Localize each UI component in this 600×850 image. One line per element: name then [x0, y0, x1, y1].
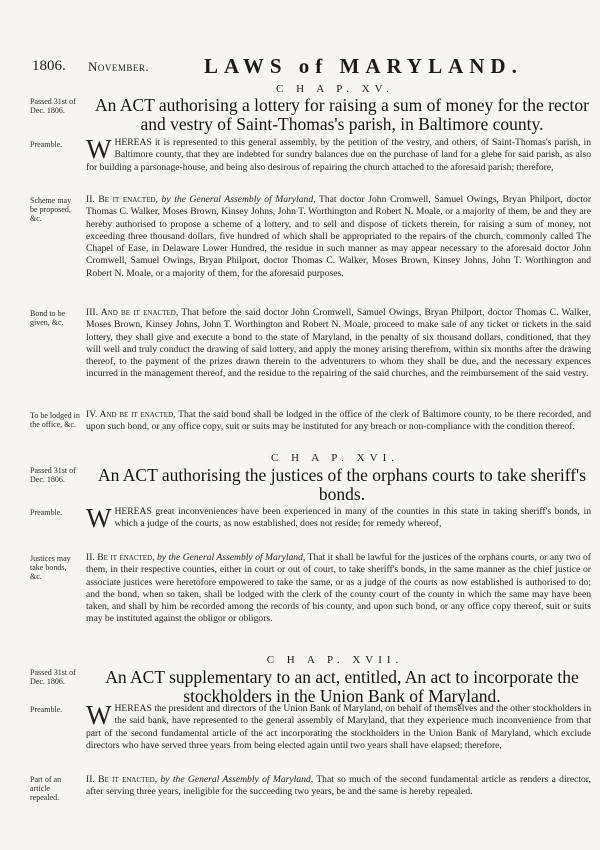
chapter-xv-section-iii-note: Bond to be given, &c. — [30, 309, 66, 327]
header-year: 1806. — [32, 58, 66, 74]
section-text: That doctor John Cromwell, Samuel Owings, Bryan Philport, doctor Thomas C. Walker, Moses Brown, Kinsey Johns, John T. Worthington and Robert N. Moale, or a majority of them, be and they are hereby authorised to propose a scheme of a lottery, and to sell and dispose of tickets therein, for raising a sum of money, not exceeding three thousand dollars, five hundred of which shall be appropriated to the repairs of the church, commonly called The Chapel of Ease, in Delaware Lower Hundred, the residue in such manner as may appear necessary to the aforesaid doctor John Cromwell, Samuel Owings, Bryan Philport, doctor Thomas C. Walker, Moses Brown, Kinsey Johns, John T. Worthington and Robert N. Moale, or a majority of them, for the aforesaid purposes. — [86, 194, 592, 279]
chapter-xv-preamble — [86, 134, 591, 174]
chapter-xv-section-iv-note: To be lodged in the office, &c. — [30, 411, 80, 429]
preamble-text: HEREAS great inconveniences have been experienced in many of the counties in this state in taking sheriff's bonds, in which a judge of the courts, as now established, does not reside; for remedy whereof, — [114, 506, 591, 530]
chapter-xvi-label: C H A P. XVI. — [271, 452, 399, 464]
header-month: November. — [88, 59, 150, 74]
section-enacting-clause: by the General Assembly of Maryland, — [161, 194, 316, 205]
chapter-xvii-section-ii-note: Part of an article repealed. — [30, 775, 62, 802]
chapter-xvii-label: C H A P. XVII. — [266, 654, 404, 666]
preamble-dropcap: W — [86, 134, 112, 164]
chapter-xvii-preamble-note: Preamble. — [30, 705, 63, 714]
preamble-text: HEREAS the president and directors of the Union Bank of Maryland, on behalf of themselves and the other stockholders in the said bank, have represented to the general assembly of Maryland, that they experience much inconvenience from that part of the second fundamental article of the act incorporating the stockholders in the Union Bank of Maryland, which exclude directors who have served three years from being elected again until two years shall have elapsed; therefore, — [86, 703, 591, 751]
section-lead: II. Be it enacted, — [86, 552, 155, 563]
section-enacting-clause: by the General Assembly of Maryland, — [157, 552, 306, 563]
chapter-xv-title: An ACT authorising a lottery for raising a sum of money for the rector and vestry of Saint-Thomas's parish, in Baltimore county. — [95, 95, 589, 134]
chapter-xvii-title: An ACT supplementary to an act, entitled, An act to incorporate the stockholders in the Union Bank of Maryland. — [105, 667, 579, 706]
chapter-xvii-section-ii — [86, 774, 591, 799]
preamble-text: HEREAS it is represented to this general assembly, by the petition of the vestry, and others, of Saint-Thomas's parish, in Baltimore county, that they are indebted for sundry balances due on the purchase of land for a glebe for said parish, as also for building a parsonage-house, and being also desirous of repairing the church attached to the aforesaid parish; therefore, — [86, 137, 591, 173]
chapter-xv-passed-note: Passed 31st of Dec. 1806. — [30, 97, 76, 115]
chapter-xvii-passed-note: Passed 31st of Dec. 1806. — [30, 668, 76, 686]
preamble-dropcap: W — [86, 503, 112, 533]
chapter-xv-preamble-note: Preamble. — [30, 140, 63, 149]
section-enacting-clause: by the General Assembly of Maryland, — [160, 774, 314, 785]
chapter-xvi-title: An ACT authorising the justices of the orphans courts to take sheriff's bonds. — [97, 465, 587, 504]
chapter-xvi-passed-note: Passed 31st of Dec. 1806. — [30, 466, 76, 484]
chapter-xvi-preamble-note: Preamble. — [30, 508, 63, 517]
section-lead: IV. And be it enacted, — [86, 409, 176, 420]
chapter-xvi-section-ii — [86, 552, 591, 626]
chapter-xv-section-iv — [86, 409, 591, 434]
section-lead: II. Be it enacted, — [86, 194, 158, 205]
running-header — [32, 54, 552, 80]
header-title: LAWS of MARYLAND. — [204, 54, 523, 78]
chapter-xv-section-ii — [86, 194, 591, 280]
chapter-xvii-preamble — [86, 700, 591, 752]
section-text: That so much of the second fundamental article as renders a director, after serving three years, ineligible for the succeeding two years, be and the same is hereby repealed. — [86, 774, 592, 798]
section-text: That before the said doctor John Cromwell, Samuel Owings, Bryan Philport, doctor Thomas C. Walker, Moses Brown, Kinsey Johns, John T. Worthington and Robert N. Moale, proceed to make sale of any ticket or tickets in the said lottery, they shall give and execute a bond to the state of Maryland, in the penalty of six thousand dollars, conditioned, that they will well and truly conduct the drawing of said lottery, and apply the money arising therefrom, within six months after the drawing thereof, to the payment of the prizes drawn therein to the adventurers to whom they shall be due, and the necessary expences incurred in the management thereof, and the residue to the repairing of the said churches, and the reimbursement of the said vestry. — [86, 307, 591, 380]
chapter-xvi-section-ii-note: Justices may take bonds, &c. — [30, 554, 71, 581]
chapter-xv-section-ii-note: Scheme may be proposed, &c. — [30, 196, 72, 223]
chapter-xv-section-iii — [86, 307, 591, 381]
preamble-dropcap: W — [86, 700, 112, 730]
chapter-xvi-preamble — [86, 503, 591, 533]
section-text: That it shall be lawful for the justices of the orphans courts, or any two of them, in their respective counties, either in court or out of court, to take sheriff's bonds, in the same manner as the chief justice or associate justices were heretofore empowered to take the same, or as a judge of the courts as now established is authorised to do; and the bond, when so taken, shall be lodged with the clerk of the county court of the county in which the same may have been taken, and shall by him be recorded among the records of his county, and upon such bond, or any office copy thereof, suit or suits may be instituted against the obligor or obligors. — [86, 552, 591, 625]
section-lead: II. Be it enacted, — [86, 774, 158, 785]
section-lead: III. And be it enacted, — [86, 307, 179, 318]
chapter-xv-label: C H A P. XV. — [276, 83, 394, 95]
section-text: That the said bond shall be lodged in the office of the clerk of Baltimore county, to be there recorded, and upon such bond, or any office copy, suit or suits may be instituted for any breach or non-compliance with the condition thereof. — [86, 409, 591, 433]
